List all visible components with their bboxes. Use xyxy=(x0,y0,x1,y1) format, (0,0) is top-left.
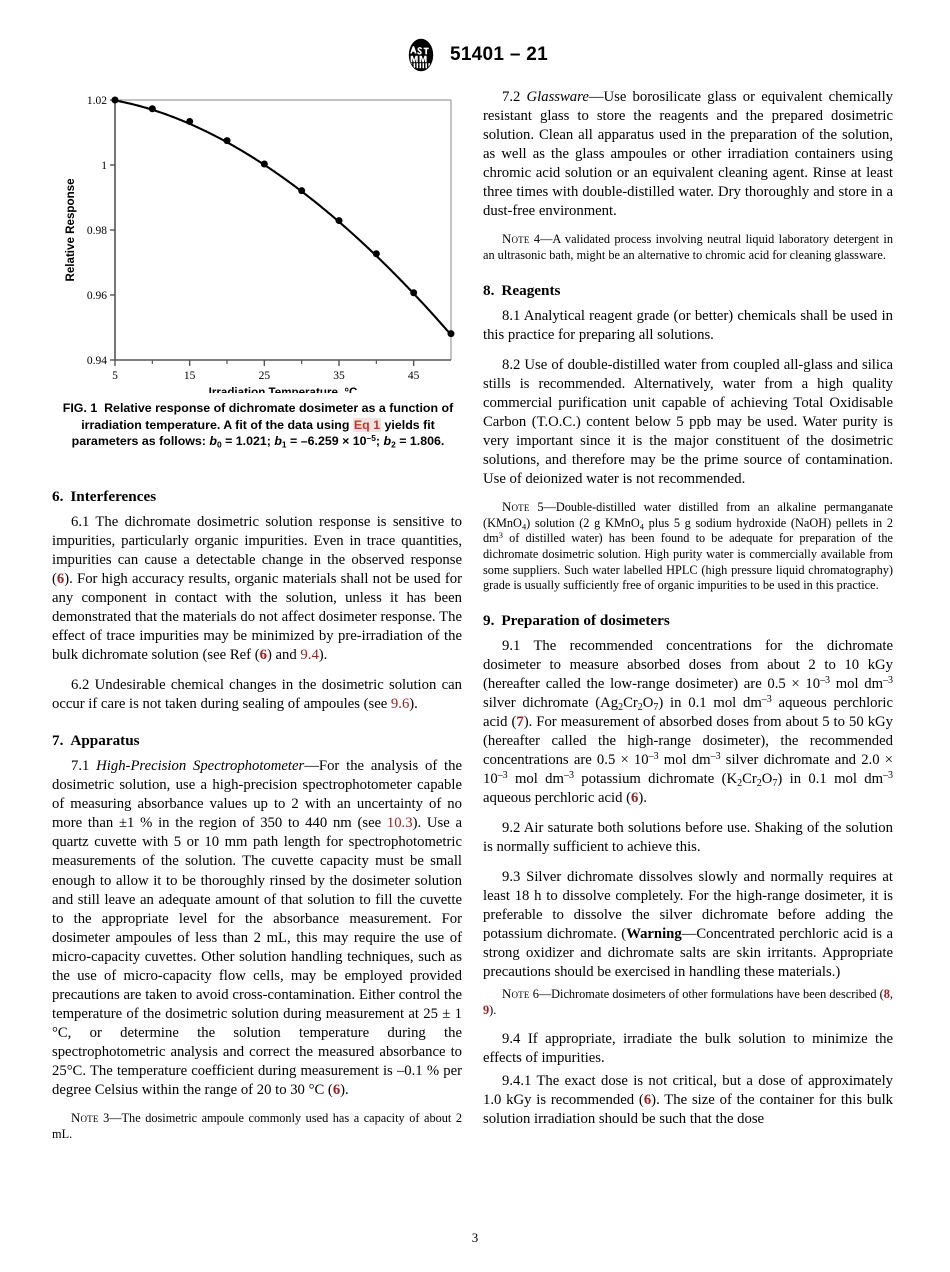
y-tick-label: 0.98 xyxy=(86,225,107,237)
note-5-label: Note xyxy=(502,499,530,514)
p91-exp-8: –3 xyxy=(883,770,894,782)
figure-1 xyxy=(52,88,464,450)
data-point xyxy=(373,250,380,257)
note-6 xyxy=(483,986,893,1018)
p71-term: High-Precision Spectrophotometer xyxy=(96,758,305,775)
data-point xyxy=(261,161,268,168)
p91-text-d: Cr xyxy=(623,694,638,711)
note-3-text: —The dosimetric ampoule commonly used has a capacity of about 2 mL. xyxy=(52,1110,462,1141)
x-tick-label: 15 xyxy=(183,370,196,382)
x-tick-label: 25 xyxy=(258,370,271,382)
p71-text-a: —For the analysis of the dosimetric solution, use a high-precision spectrophotometer capable of measuring absorbance values up to 2 with an uncertainty of no more than ±1 % in the region of 350 to 440 nm (see xyxy=(52,758,462,832)
note-6-sep: , xyxy=(889,987,893,1002)
warning-label: Warning xyxy=(626,926,682,943)
note-5-text-b: ) solution (2 g KMnO xyxy=(526,515,640,530)
paragraph-6-2 xyxy=(52,676,462,714)
p91-text-g: aqueous perchloric acid ( xyxy=(483,694,893,730)
figure-caption-prefix: FIG. 1 xyxy=(62,401,98,415)
kmno4-sub-1: 4 xyxy=(521,521,527,531)
paragraph-6-1 xyxy=(52,513,462,665)
page-header-title: 51401 – 21 xyxy=(449,44,549,65)
y-tick-label: 1 xyxy=(101,160,107,172)
p91-text-f: ) in 0.1 mol dm xyxy=(658,694,762,711)
data-point xyxy=(336,217,343,224)
reference-6e[interactable]: 6 xyxy=(643,1091,652,1108)
figure-caption xyxy=(52,400,464,450)
section-9-number: 9. xyxy=(483,611,495,629)
section-6-heading xyxy=(52,488,462,506)
reference-6c[interactable]: 6 xyxy=(332,1081,341,1098)
note-4-number: 4 xyxy=(529,232,541,247)
page-header xyxy=(0,38,950,72)
note-5-text-c: plus 5 g sodium hydroxide (NaOH) pellets in 2 dm xyxy=(483,515,893,546)
x-tick-label: 45 xyxy=(407,370,420,382)
data-point xyxy=(149,105,156,112)
fit-param-b1-tail: ; xyxy=(375,434,384,448)
data-point xyxy=(448,330,455,337)
paragraph-8-2: 8.2 Use of double-distilled water from coupled all-glass and silica stills is recommended. Alternatively, water from a high quality commercial purification unit capable of achieving Total Oxidisable Carbon (T.O.C.) content below 5 ppb may be used. Water purity is very important since it is the major constituent of the dosimetric solutions, and therefore may be the prime source of contamination. Use of deionized water is not recommended. xyxy=(483,356,893,487)
section-6-title: Interferences xyxy=(70,488,157,505)
data-point xyxy=(224,137,231,144)
page-footer xyxy=(0,1230,950,1246)
section-9-title: Preparation of dosimeters xyxy=(501,611,670,629)
p72-text: —Use borosilicate glass or equivalent chemically resistant glass to store the reagents and the prepared dosimetric solution. Clean all apparatus used in the preparation of the solution, as well as the glass ampoules or other irradiation containers using chromic acid solution or an equivalent cleaning agent. Rinse at least three times with double-distilled water. Dry thoroughly and store in a dust-free environment. xyxy=(483,89,894,220)
p91-exp-6: –3 xyxy=(497,770,508,782)
note-5-text-d: of distilled water) has been found to be adequate for preparation of the dichromate dosimetric solution. High purity water is commercially available from some suppliers. Such water labelled HPLC (high pressure liquid chromatography) grade is usually sufficiently free of organic impurities to be used in this practice. xyxy=(483,531,893,593)
section-7-number: 7. xyxy=(52,732,64,750)
figure-caption-text-a: Relative response of dichromate dosimeter as a function of irradiation temperature. A fit of the data using xyxy=(81,401,454,432)
fit-param-b0: b xyxy=(209,434,217,448)
p91-text-h: ). For measurement of absorbed doses from about 5 to 50 kGy (hereafter called the high-range dosimeter), the recommended concentrations are 0.5 × 10 xyxy=(483,714,893,769)
fit-param-b1-sub: 1 xyxy=(281,439,287,450)
p91-text-c: silver dichromate (Ag xyxy=(483,694,619,711)
reference-8[interactable]: 8 xyxy=(883,987,890,1002)
reference-9[interactable]: 9 xyxy=(483,1003,490,1018)
y-axis-title: Relative Response xyxy=(64,178,77,282)
fit-param-b0-value: = 1.021; xyxy=(221,434,275,448)
p91-text-q: ). xyxy=(638,790,647,807)
p61-text-b: ). For high accuracy results, organic materials shall not be used for any component in contact with the solution, unless it has been demonstrated that the materials do not affect dosimeter response. The effect of trace impurities may be minimized by pre-irradiation of the bulk dichromate solution (see Ref ( xyxy=(52,571,462,664)
figure-caption-text-b: yields fit parameters as follows: xyxy=(71,417,435,448)
kmno4-sub-2: 4 xyxy=(639,521,644,531)
y-tick-label: 0.94 xyxy=(86,355,107,367)
p71-text-c: ). xyxy=(340,1081,349,1098)
section-7-heading xyxy=(52,732,462,750)
p91-text-i: mol dm xyxy=(658,752,711,769)
p941-text-a: 9.4.1 The exact dose is not critical, but a dose of approximately 1.0 kGy is recommended ( xyxy=(483,1072,893,1108)
note-4-text: —A validated process involving neutral liquid laboratory detergent in an ultrasonic bath, might be an alternative to chromic acid for cleaning glassware. xyxy=(483,232,893,262)
k2-sub: 2 xyxy=(737,777,743,789)
o7-sub: 7 xyxy=(653,701,659,713)
note-6-label: Note xyxy=(502,987,530,1002)
paragraph-9-1 xyxy=(483,637,893,808)
note-5-text-a: —Double-distilled water distilled from an alkaline permanganate (KMnO xyxy=(483,499,893,530)
p93-text-b: —Concentrated perchloric acid is a strong oxidizer and dichromate salts are skin irritants. Appropriate precautions should be exercised in handling these materials.) xyxy=(483,926,893,981)
data-point xyxy=(410,289,417,296)
p62-text-a: 6.2 Undesirable chemical changes in the dosimetric solution can occur if care is not taken during sealing of ampoules (see xyxy=(52,677,462,713)
data-point xyxy=(186,118,193,125)
p91-exp-5: –3 xyxy=(710,751,721,763)
reference-7[interactable]: 7 xyxy=(516,714,524,730)
p91-text-n: O xyxy=(761,771,773,788)
section-8-heading xyxy=(483,282,893,300)
note-3-label: Note xyxy=(71,1110,99,1125)
o7b-sub: 7 xyxy=(772,777,778,789)
section-8-number: 8. xyxy=(483,281,495,299)
p61-text-c: ) and xyxy=(266,647,301,664)
left-column xyxy=(52,470,462,1142)
fit-param-b2: b xyxy=(383,434,392,448)
p91-exp-7: –3 xyxy=(563,770,574,782)
section-7-title: Apparatus xyxy=(70,732,140,750)
p91-exp-3: –3 xyxy=(761,694,772,706)
p91-text-k: mol dm xyxy=(507,771,564,788)
p91-text-p: aqueous perchloric acid ( xyxy=(483,790,632,807)
cr2-sub: 2 xyxy=(637,701,643,713)
equation-1-link[interactable]: Eq 1 xyxy=(353,417,381,432)
reference-9-4[interactable]: 9.4 xyxy=(300,647,319,664)
p91-text-o: ) in 0.1 mol dm xyxy=(777,771,884,788)
note-3-number: 3 xyxy=(98,1110,110,1125)
x-axis-title: Irradiation Temperature, °C xyxy=(208,386,358,393)
note-6-number: 6 xyxy=(529,987,539,1002)
fit-param-b0-sub: 0 xyxy=(216,439,222,450)
section-6-number: 6. xyxy=(52,488,64,505)
data-point xyxy=(298,187,305,194)
fit-param-b2-value: = 1.806. xyxy=(395,434,445,448)
note-5 xyxy=(483,499,893,594)
p71-text-b: ). Use a quartz cuvette with 5 or 10 mm path length for spectrophotometric measurements of the solution. The cuvette capacity must be small enough to allow it to be thoroughly rinsed by the dosimeter solution and still leave an adequate amount of that solution to fill the cuvette to the appropriate level for the absorbance measurement. For dosimeter ampoules of less than 2 mL, this may require the use of micro-capacity cuvettes. Other solution handling techniques, such as the use of micro-capacity flow cells, may be employed provided precautions are taken to avoid cross-contamination. Either control the temperature of the dosimetric solution during measurement at 25 ± 1 °C, or determine the solution temperature during the spectrophotometric analysis and correct the measured absorbance to 25°C. The temperature coefficient during measurement is –0.1 % per degree Celsius within the range of 20 to 30 °C ( xyxy=(52,815,462,1098)
p72-term: Glassware xyxy=(526,89,589,105)
p61-text-a: 6.1 The dichromate dosimetric solution response is sensitive to impurities, particularly organic impurities. Even in trace quantities, impurities can cause a detectable change in the observed response ( xyxy=(52,514,462,588)
chart-svg xyxy=(52,88,464,393)
reference-9-6[interactable]: 9.6 xyxy=(390,696,410,713)
p91-text-m: Cr xyxy=(742,771,757,788)
p91-text-b: mol dm xyxy=(830,675,884,692)
page-number: 3 xyxy=(471,1230,479,1245)
reference-10-3[interactable]: 10.3 xyxy=(386,815,413,832)
section-9-heading xyxy=(483,612,893,630)
p91-text-e: O xyxy=(642,694,654,711)
reference-6a[interactable]: 6 xyxy=(56,571,65,588)
p72-number: 7.2 xyxy=(502,89,527,105)
p93-text-a: 9.3 Silver dichromate dissolves slowly and normally requires at least 18 h to dissolve completely. For the high-range dosimeter, it is preferable to dissolve the silver dichromate before adding the potassium dichromate. ( xyxy=(483,869,893,943)
fit-param-b1-value: = –6.259 × 10 xyxy=(286,434,367,448)
y-tick-label: 0.96 xyxy=(86,290,107,302)
reference-6b[interactable]: 6 xyxy=(259,647,267,664)
p91-exp-1: –3 xyxy=(820,675,831,687)
section-8-title: Reagents xyxy=(501,281,561,299)
note-4-label: Note xyxy=(502,232,530,247)
x-tick-label: 35 xyxy=(333,370,345,382)
paragraph-9-2: 9.2 Air saturate both solutions before use. Shaking of the solution is normally sufficient to achieve this. xyxy=(483,820,893,856)
chart-relative-response xyxy=(52,88,464,393)
dm3-sup: 3 xyxy=(498,531,503,541)
ag2-sub: 2 xyxy=(618,701,624,713)
p62-text-b: ). xyxy=(409,696,418,713)
note-6-text-b: ). xyxy=(489,1003,497,1018)
cr2b-sub: 2 xyxy=(756,777,762,789)
fit-param-b2-sub: 2 xyxy=(391,439,396,450)
astm-logo-icon xyxy=(402,38,440,72)
note-5-number: 5 xyxy=(529,499,544,514)
y-tick-label: 1.02 xyxy=(86,95,107,107)
paragraph-7-1 xyxy=(52,757,462,1100)
p91-exp-4: –3 xyxy=(648,751,659,763)
p91-text-j: silver dichromate and 2.0 × 10 xyxy=(483,752,894,788)
p91-exp-2: –3 xyxy=(883,675,893,687)
x-tick-label: 5 xyxy=(112,370,118,382)
p91-text-a: 9.1 The recommended concentrations for the dichromate dosimeter to measure absorbed doses from about 2 to 10 kGy (hereafter called the low-range dosimeter) are 0.5 × 10 xyxy=(483,637,893,692)
paragraph-9-3 xyxy=(483,868,893,982)
paragraph-9-4-1 xyxy=(483,1072,893,1129)
reference-6d[interactable]: 6 xyxy=(631,790,639,807)
fit-param-b1-exp: –5 xyxy=(366,432,376,443)
note-6-text-a: —Dichromate dosimeters of other formulations have been described ( xyxy=(538,987,884,1002)
p941-text-b: ). The size of the container for this bulk solution irradiation should be such that the dose xyxy=(483,1091,893,1127)
paragraph-9-4: 9.4 If appropriate, irradiate the bulk solution to minimize the effects of impurities. xyxy=(483,1030,893,1066)
paragraph-7-2 xyxy=(483,88,893,221)
p61-text-d: ). xyxy=(318,647,328,664)
data-point xyxy=(112,97,119,104)
p91-text-l: potassium dichromate (K xyxy=(573,771,738,788)
p71-number: 7.1 xyxy=(71,758,97,775)
right-column xyxy=(483,88,893,1129)
chart-fit-curve xyxy=(115,100,451,334)
note-3 xyxy=(52,1110,462,1142)
paragraph-8-1: 8.1 Analytical reagent grade (or better) chemicals shall be used in this practice for preparing all solutions. xyxy=(483,307,893,343)
note-4 xyxy=(483,231,893,263)
fit-param-b1: b xyxy=(274,434,282,448)
